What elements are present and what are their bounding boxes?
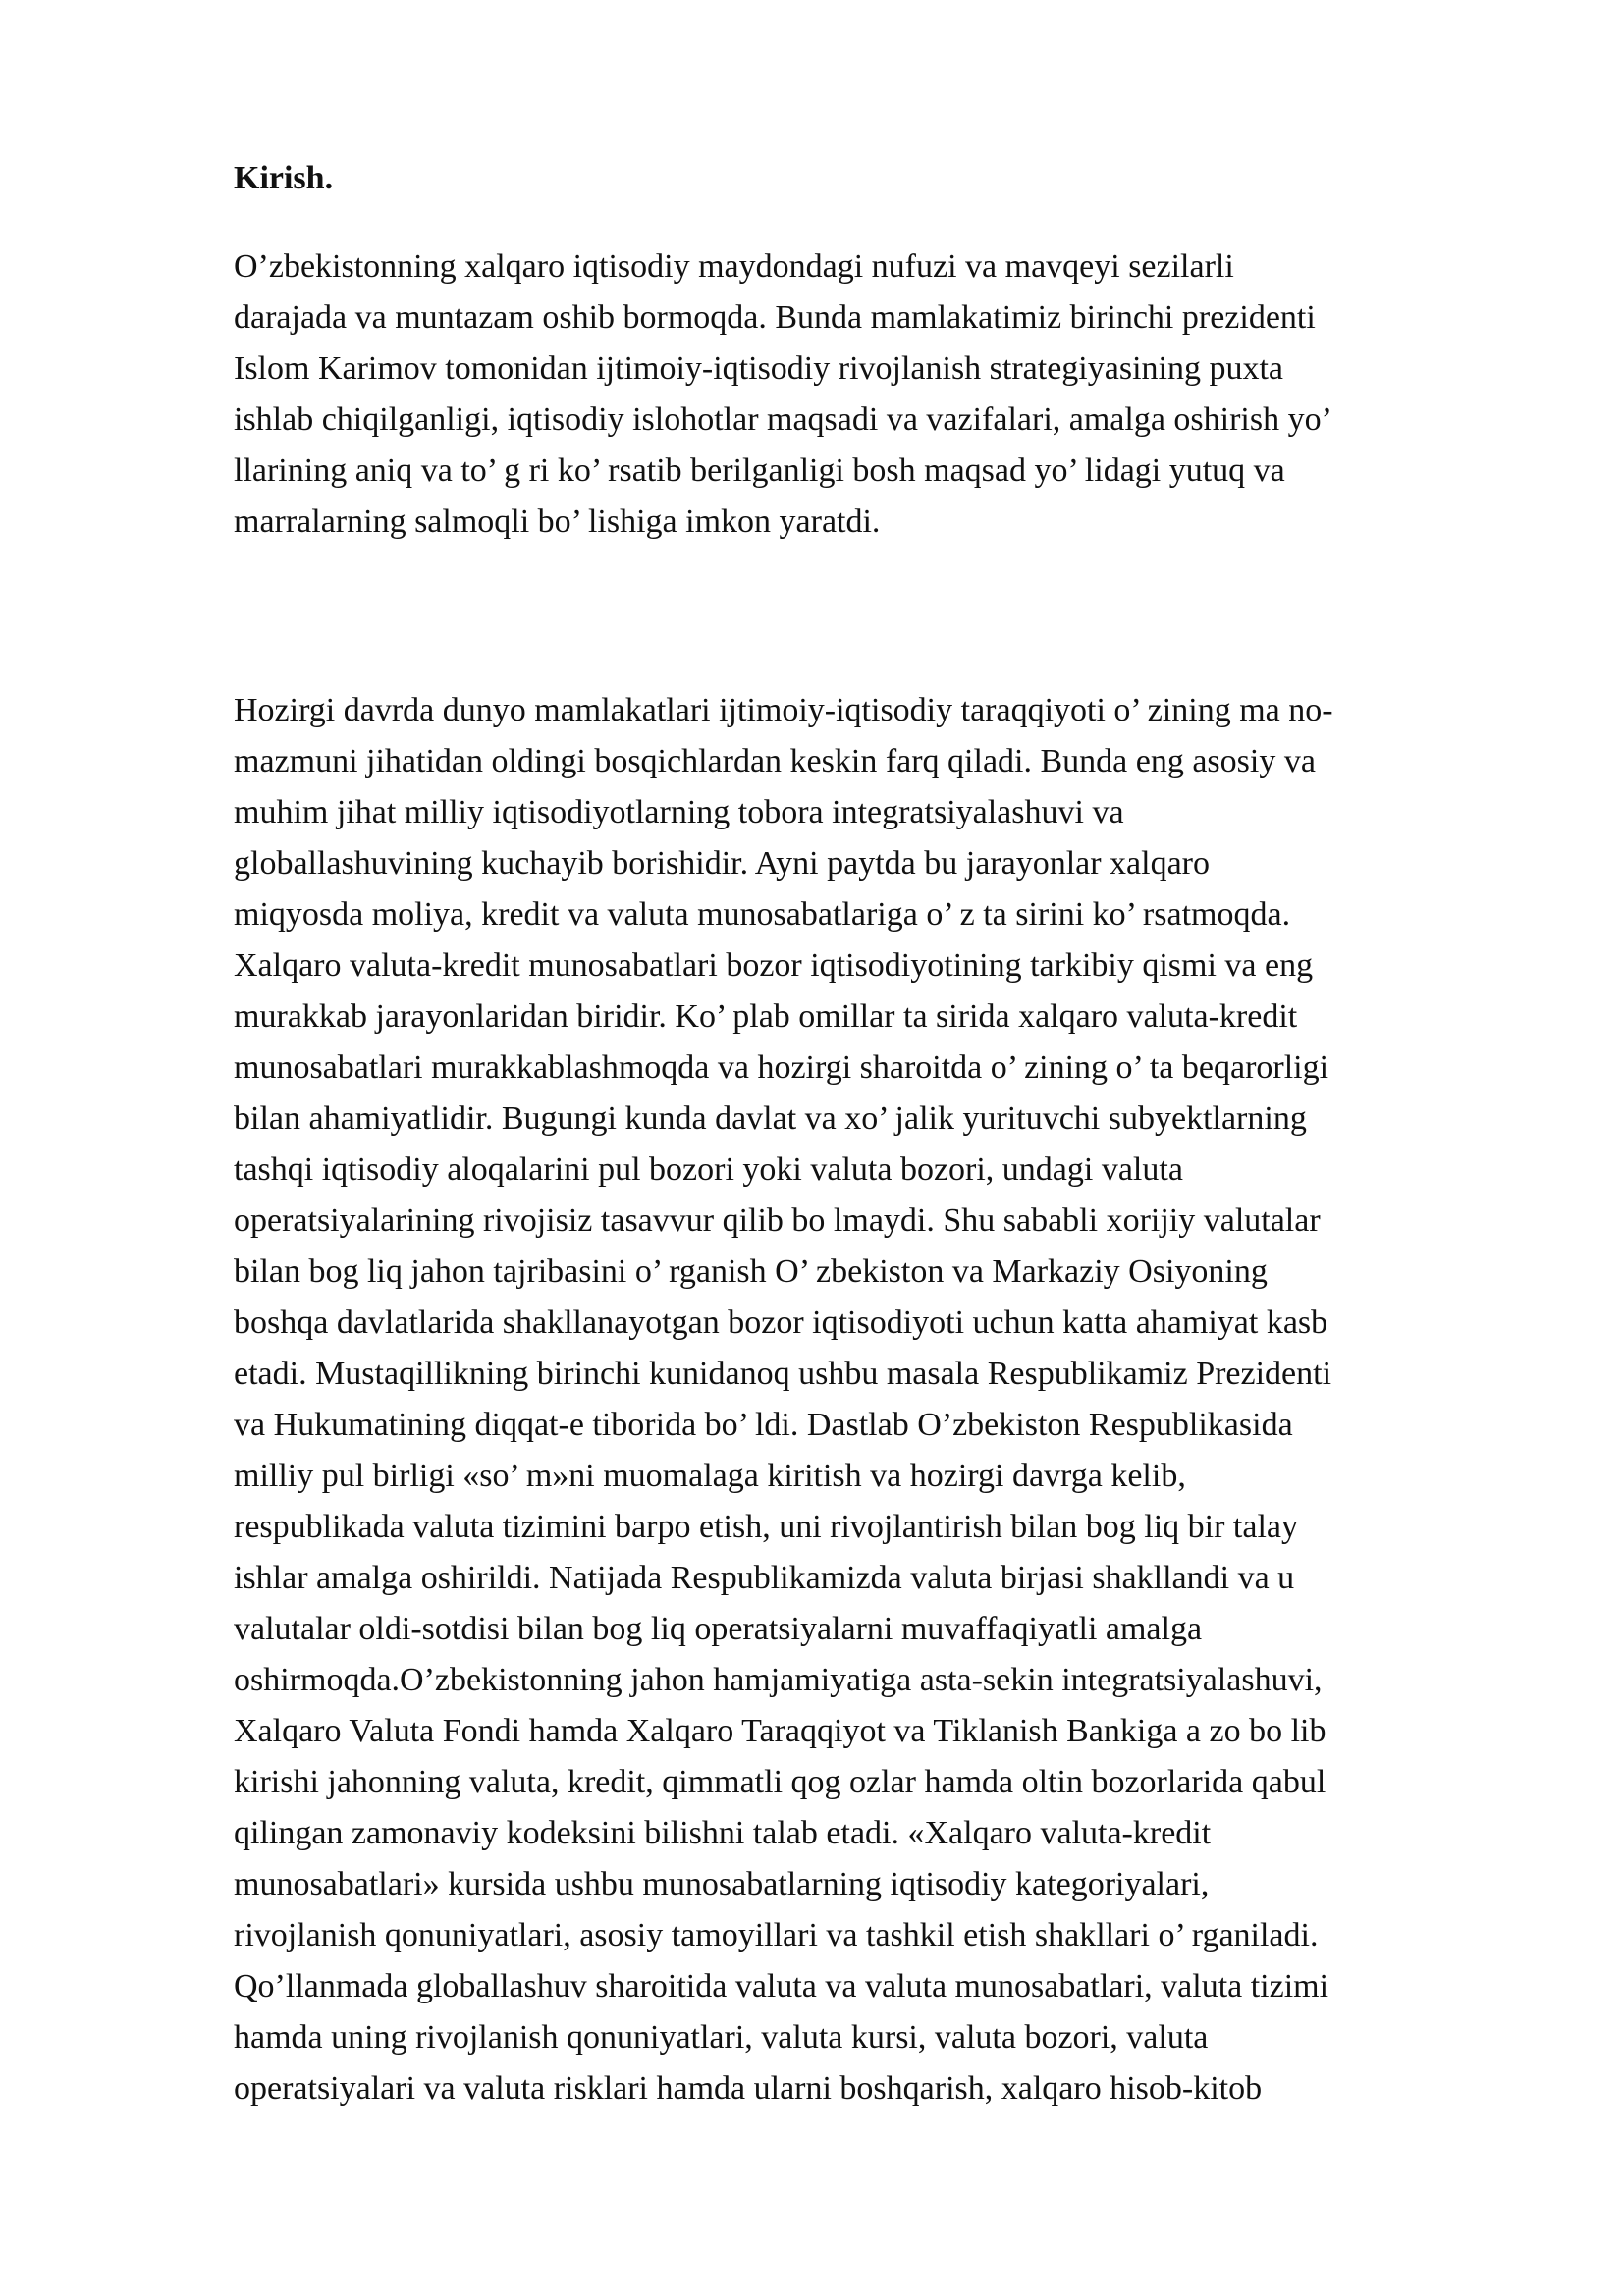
- text-line: milliy pul birligi «so’ m»ni muomalaga kiritish va hozirgi davrga kelib,: [234, 1458, 1186, 1494]
- text-line: darajada va muntazam oshib bormoqda. Bunda mamlakatimiz birinchi prezidenti: [234, 299, 1316, 336]
- text-line: bilan bog liq jahon tajribasini o’ rganish O’ zbekiston va Markaziy Osiyoning: [234, 1254, 1268, 1290]
- text-line: va Hukumatining diqqat-e tiborida bo’ ldi. Dastlab O’zbekiston Respublikasida: [234, 1407, 1293, 1443]
- section-heading: Kirish.: [234, 160, 334, 196]
- text-line: boshqa davlatlarida shakllanayotgan bozor iqtisodiyoti uchun katta ahamiyat kasb: [234, 1305, 1328, 1341]
- text-line: bilan ahamiyatlidir. Bugungi kunda davlat va xo’ jalik yurituvchi subyektlarning: [234, 1100, 1307, 1137]
- text-line: kirishi jahonning valuta, kredit, qimmatli qog ozlar hamda oltin bozorlarida qabul: [234, 1764, 1326, 1800]
- text-line: Islom Karimov tomonidan ijtimoiy-iqtisodiy rivojlanish strategiyasining puxta: [234, 350, 1284, 387]
- text-line: Hozirgi davrda dunyo mamlakatlari ijtimoiy-iqtisodiy taraqqiyoti o’ zining ma no-: [234, 692, 1333, 728]
- text-line: respublikada valuta tizimini barpo etish, uni rivojlantirish bilan bog liq bir talay: [234, 1509, 1298, 1545]
- text-line: munosabatlari murakkablashmoqda va hozirgi sharoitda o’ zining o’ ta beqarorligi: [234, 1049, 1329, 1086]
- text-line: oshirmoqda.O’zbekistonning jahon hamjamiyatiga asta-sekin integratsiyalashuvi,: [234, 1662, 1323, 1698]
- text-line: mazmuni jihatidan oldingi bosqichlardan keskin farq qiladi. Bunda eng asosiy va: [234, 743, 1316, 779]
- text-line: O’zbekistonning xalqaro iqtisodiy maydondagi nufuzi va mavqeyi sezilarli: [234, 248, 1234, 285]
- text-line: rivojlanish qonuniyatlari, asosiy tamoyillari va tashkil etish shakllari o’ rganiladi.: [234, 1917, 1319, 1953]
- text-line: munosabatlari» kursida ushbu munosabatlarning iqtisodiy kategoriyalari,: [234, 1866, 1210, 1902]
- text-line: qilingan zamonaviy kodeksini bilishni talab etadi. «Xalqaro valuta-kredit: [234, 1815, 1212, 1851]
- paragraph-main: [234, 685, 1333, 2114]
- text-line: operatsiyalari va valuta risklari hamda ularni boshqarish, xalqaro hisob-kitob: [234, 2070, 1263, 2107]
- text-line: tashqi iqtisodiy aloqalarini pul bozori yoki valuta bozori, undagi valuta: [234, 1151, 1183, 1188]
- text-line: Xalqaro valuta-kredit munosabatlari bozor iqtisodiyotining tarkibiy qismi va eng: [234, 947, 1314, 984]
- text-line: valutalar oldi-sotdisi bilan bog liq operatsiyalarni muvaffaqiyatli amalga: [234, 1611, 1203, 1647]
- text-line: Qo’llanmada globallashuv sharoitida valuta va valuta munosabatlari, valuta tizimi: [234, 1968, 1329, 2004]
- text-line: hamda uning rivojlanish qonuniyatlari, valuta kursi, valuta bozori, valuta: [234, 2019, 1209, 2056]
- text-line: muhim jihat milliy iqtisodiyotlarning tobora integratsiyalashuvi va: [234, 794, 1124, 830]
- text-line: ishlab chiqilganligi, iqtisodiy islohotlar maqsadi va vazifalari, amalga oshirish yo’: [234, 401, 1332, 438]
- text-line: globallashuvining kuchayib borishidir. Ayni paytda bu jarayonlar xalqaro: [234, 845, 1211, 881]
- text-line: llarining aniq va to’ g ri ko’ rsatib berilganligi bosh maqsad yo’ lidagi yutuq va: [234, 453, 1285, 489]
- text-line: operatsiyalarining rivojisiz tasavvur qilib bo lmaydi. Shu sababli xorijiy valutalar: [234, 1202, 1321, 1239]
- text-line: Xalqaro Valuta Fondi hamda Xalqaro Taraqqiyot va Tiklanish Bankiga a zo bo lib: [234, 1713, 1326, 1749]
- text-line: murakkab jarayonlaridan biridir. Ko’ plab omillar ta sirida xalqaro valuta-kredit: [234, 998, 1298, 1035]
- paragraph-intro: [234, 241, 1332, 548]
- text-line: ishlar amalga oshirildi. Natijada Respublikamizda valuta birjasi shakllandi va u: [234, 1560, 1295, 1596]
- text-line: marralarning salmoqli bo’ lishiga imkon yaratdi.: [234, 504, 881, 540]
- text-line: miqyosda moliya, kredit va valuta munosabatlariga o’ z ta sirini ko’ rsatmoqda.: [234, 896, 1291, 933]
- text-line: etadi. Mustaqillikning birinchi kunidanoq ushbu masala Respublikamiz Prezidenti: [234, 1356, 1332, 1392]
